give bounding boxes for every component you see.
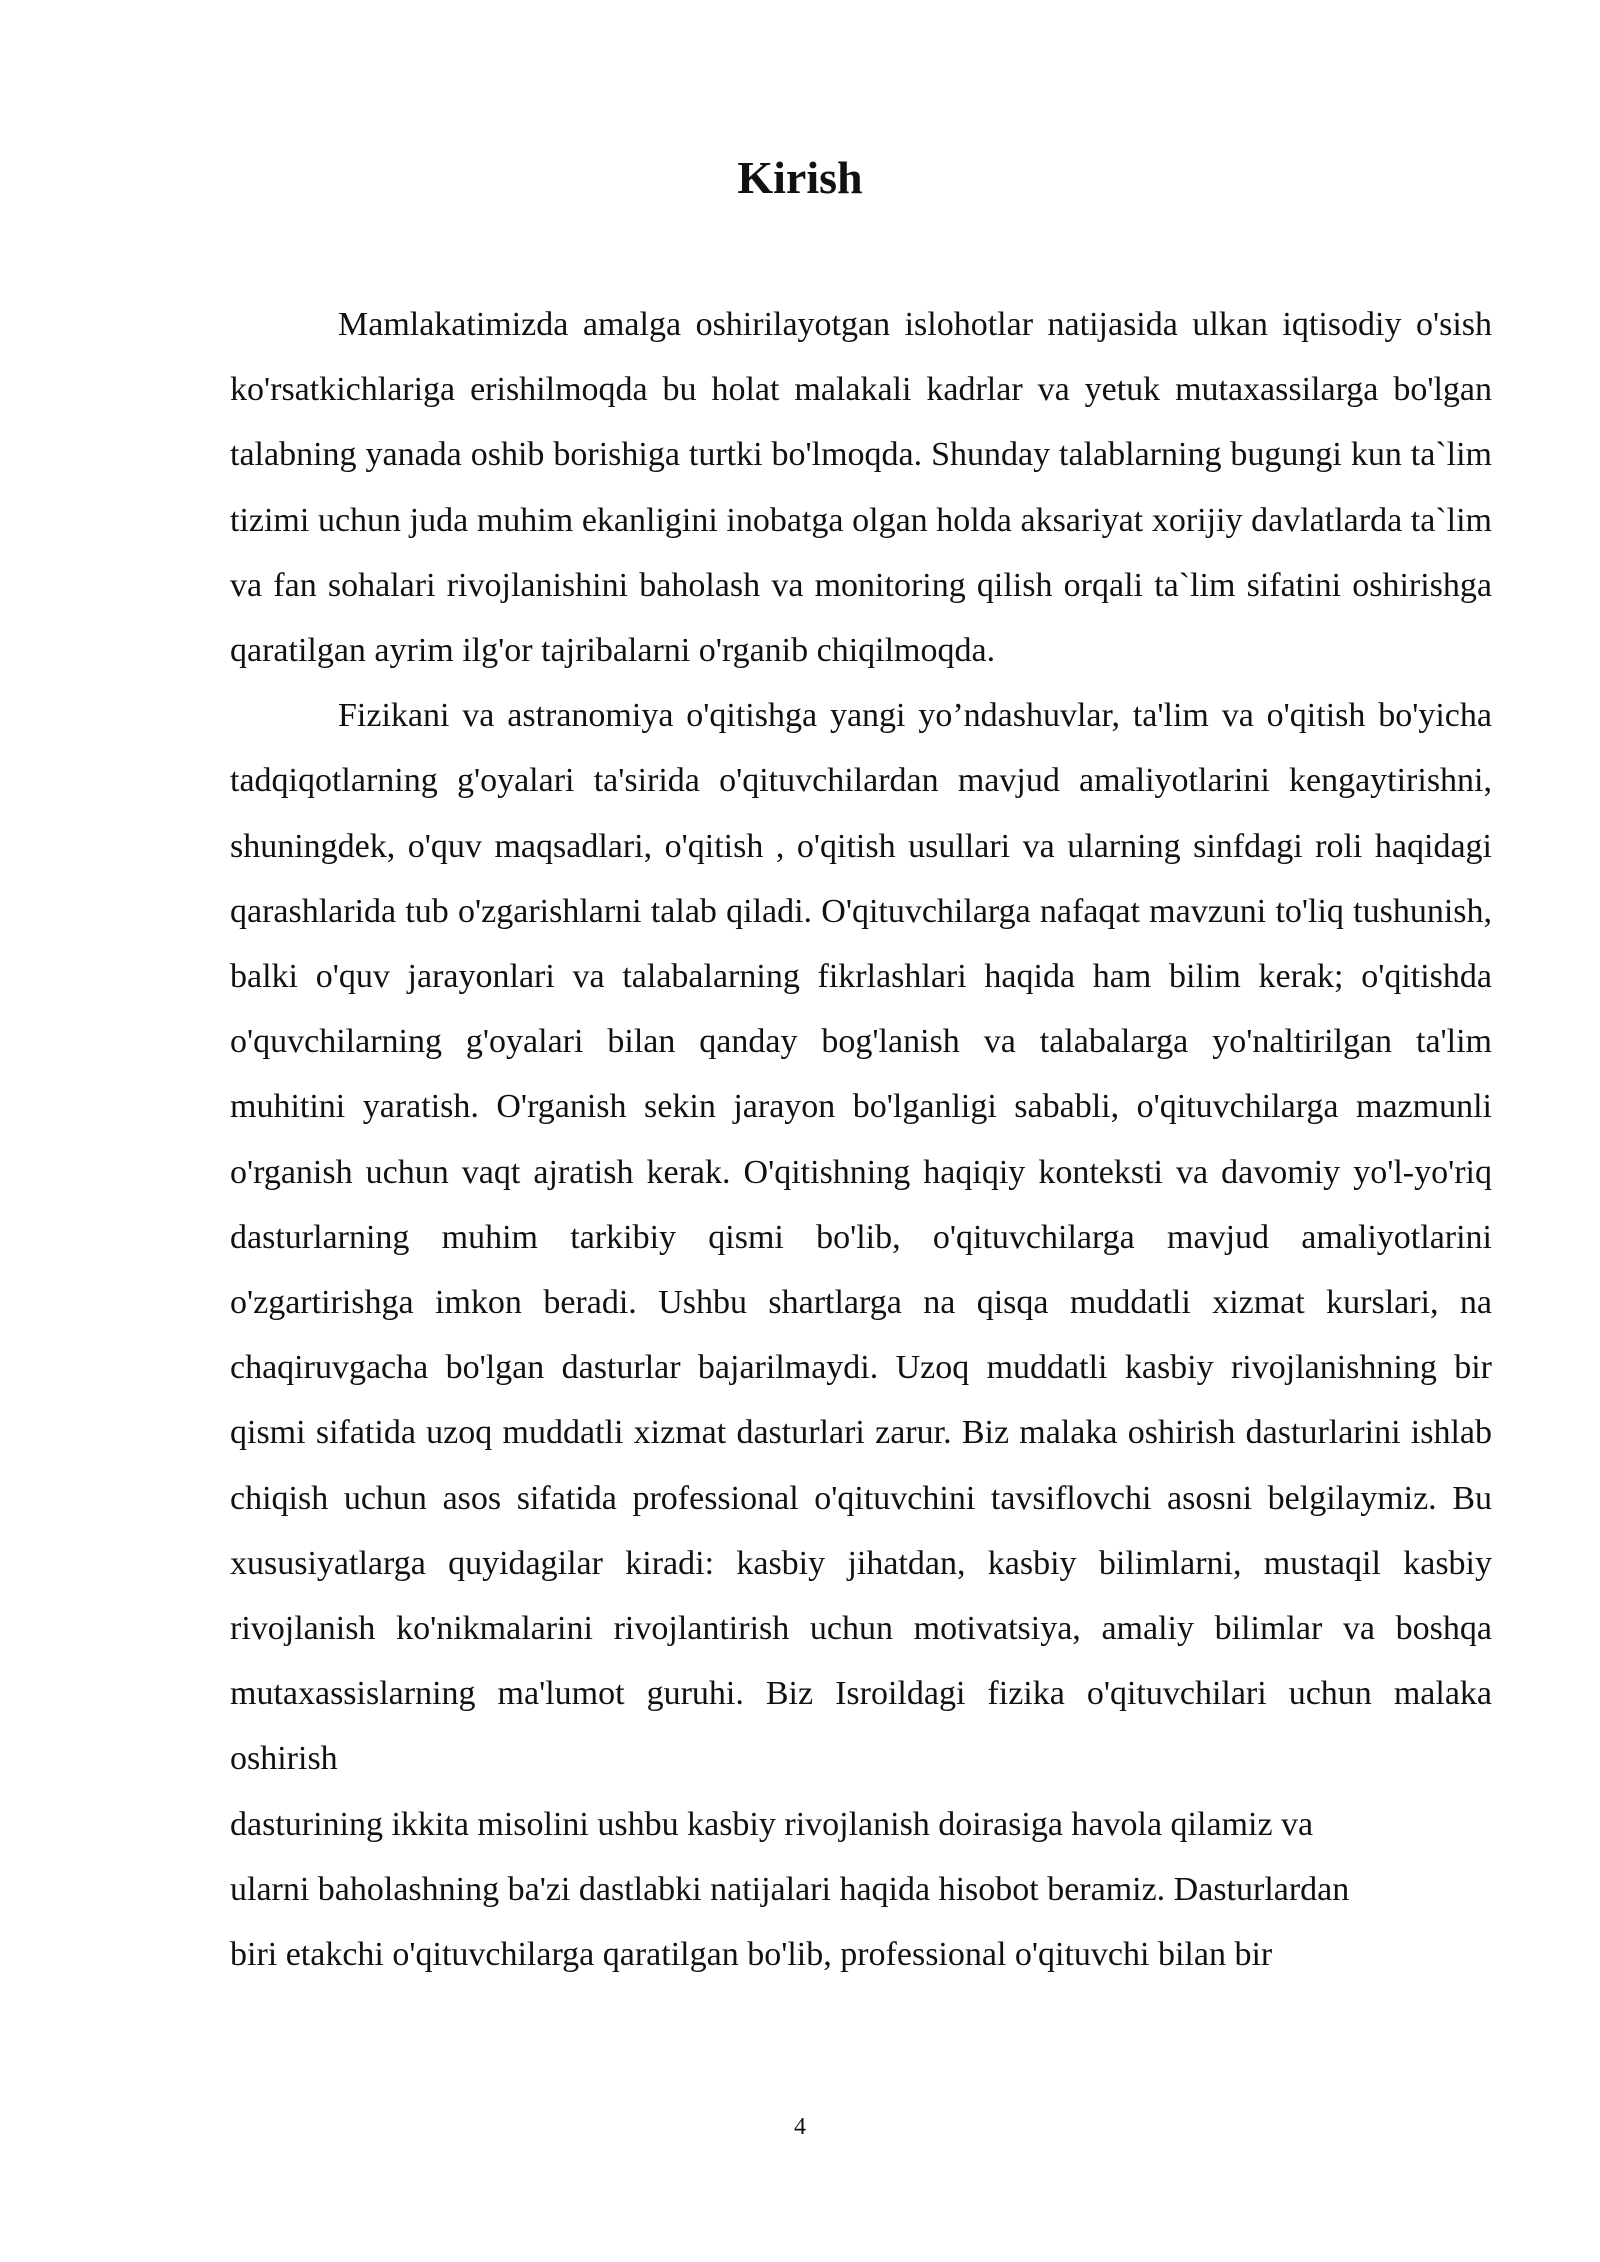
page-title: Kirish <box>737 152 863 203</box>
text-line: biri etakchi o'qituvchilarga qaratilgan bo'lib, professional o'qituvchi bilan bir <box>230 1936 1273 1974</box>
text-line: dasturining ikkita misolini ushbu kasbiy rivojlanish doirasiga havola qilamiz va <box>230 1805 1314 1843</box>
paragraph-1: Mamlakatimizda amalga oshirilayotgan islohotlar natijasida ulkan iqtisodiy o'sish ko'rsatkichlariga erishilmoqda bu holat malakali kadrlar va yetuk mutaxassilarga bo'lgan talabning yanada oshib borishiga turtki bo'lmoqda. Shunday talablarning bugungi kun ta`lim tizimi uchun juda muhim ekanligini inobatga olgan holda aksariyat xorijiy davlatlarda ta`lim va fan sohalari rivojlanishini baholash va monitoring qilish orqali ta`lim sifatini oshirishga qaratilgan ayrim ilg'or tajribalarni o'rganib chiqilmoqda. <box>230 306 1492 670</box>
body-text <box>230 292 1492 1987</box>
paragraph-2: Fizikani va astranomiya o'qitishga yangi yo’ndashuvlar, ta'lim va o'qitish bo'yicha tadqiqotlarning g'oyalari ta'sirida o'qituvchilardan mavjud amaliyotlarini kengaytirishni, shuningdek, o'quv maqsadlari, o'qitish , o'qitish usullari va ularning sinfdagi roli haqidagi qarashlarida tub o'zgarishlarni talab qiladi. O'qituvchilarga nafaqat mavzuni to'liq tushunish, balki o'quv jarayonlari va talabalarning fikrlashlari haqida ham bilim kerak; o'qitishda o'quvchilarning g'oyalari bilan qanday bog'lanish va talabalarga yo'naltirilgan ta'lim muhitini yaratish. O'rganish sekin jarayon bo'lganligi sababli, o'qituvchilarga mazmunli o'rganish uchun vaqt ajratish kerak. O'qitishning haqiqiy konteksti va davomiy yo'l-yo'riq dasturlarning muhim tarkibiy qismi bo'lib, o'qituvchilarga mavjud amaliyotlarini o'zgartirishga imkon beradi. Ushbu shartlarga na qisqa muddatli xizmat kurslari, na chaqiruvgacha bo'lgan dasturlar bajarilmaydi. Uzoq muddatli kasbiy rivojlanishning bir qismi sifatida uzoq muddatli xizmat dasturlari zarur. Biz malaka oshirish dasturlarini ishlab chiqish uchun asos sifatida professional o'qituvchini tavsiflovchi asosni belgilaymiz. Bu xususiyatlarga quyidagilar kiradi: kasbiy jihatdan, kasbiy bilimlarni, mustaqil kasbiy rivojlanish ko'nikmalarini rivojlantirish uchun motivatsiya, amaliy bilimlar va boshqa mutaxassislarning ma'lumot guruhi. Biz Isroildagi fizika o'qituvchilari uchun malaka oshirish <box>230 697 1492 1778</box>
text-line: ularni baholashning ba'zi dastlabki natijalari haqida hisobot beramiz. Dasturlardan <box>230 1870 1350 1908</box>
paragraph-2-continuation <box>230 1792 1492 1988</box>
page-number: 4 <box>794 2114 806 2140</box>
